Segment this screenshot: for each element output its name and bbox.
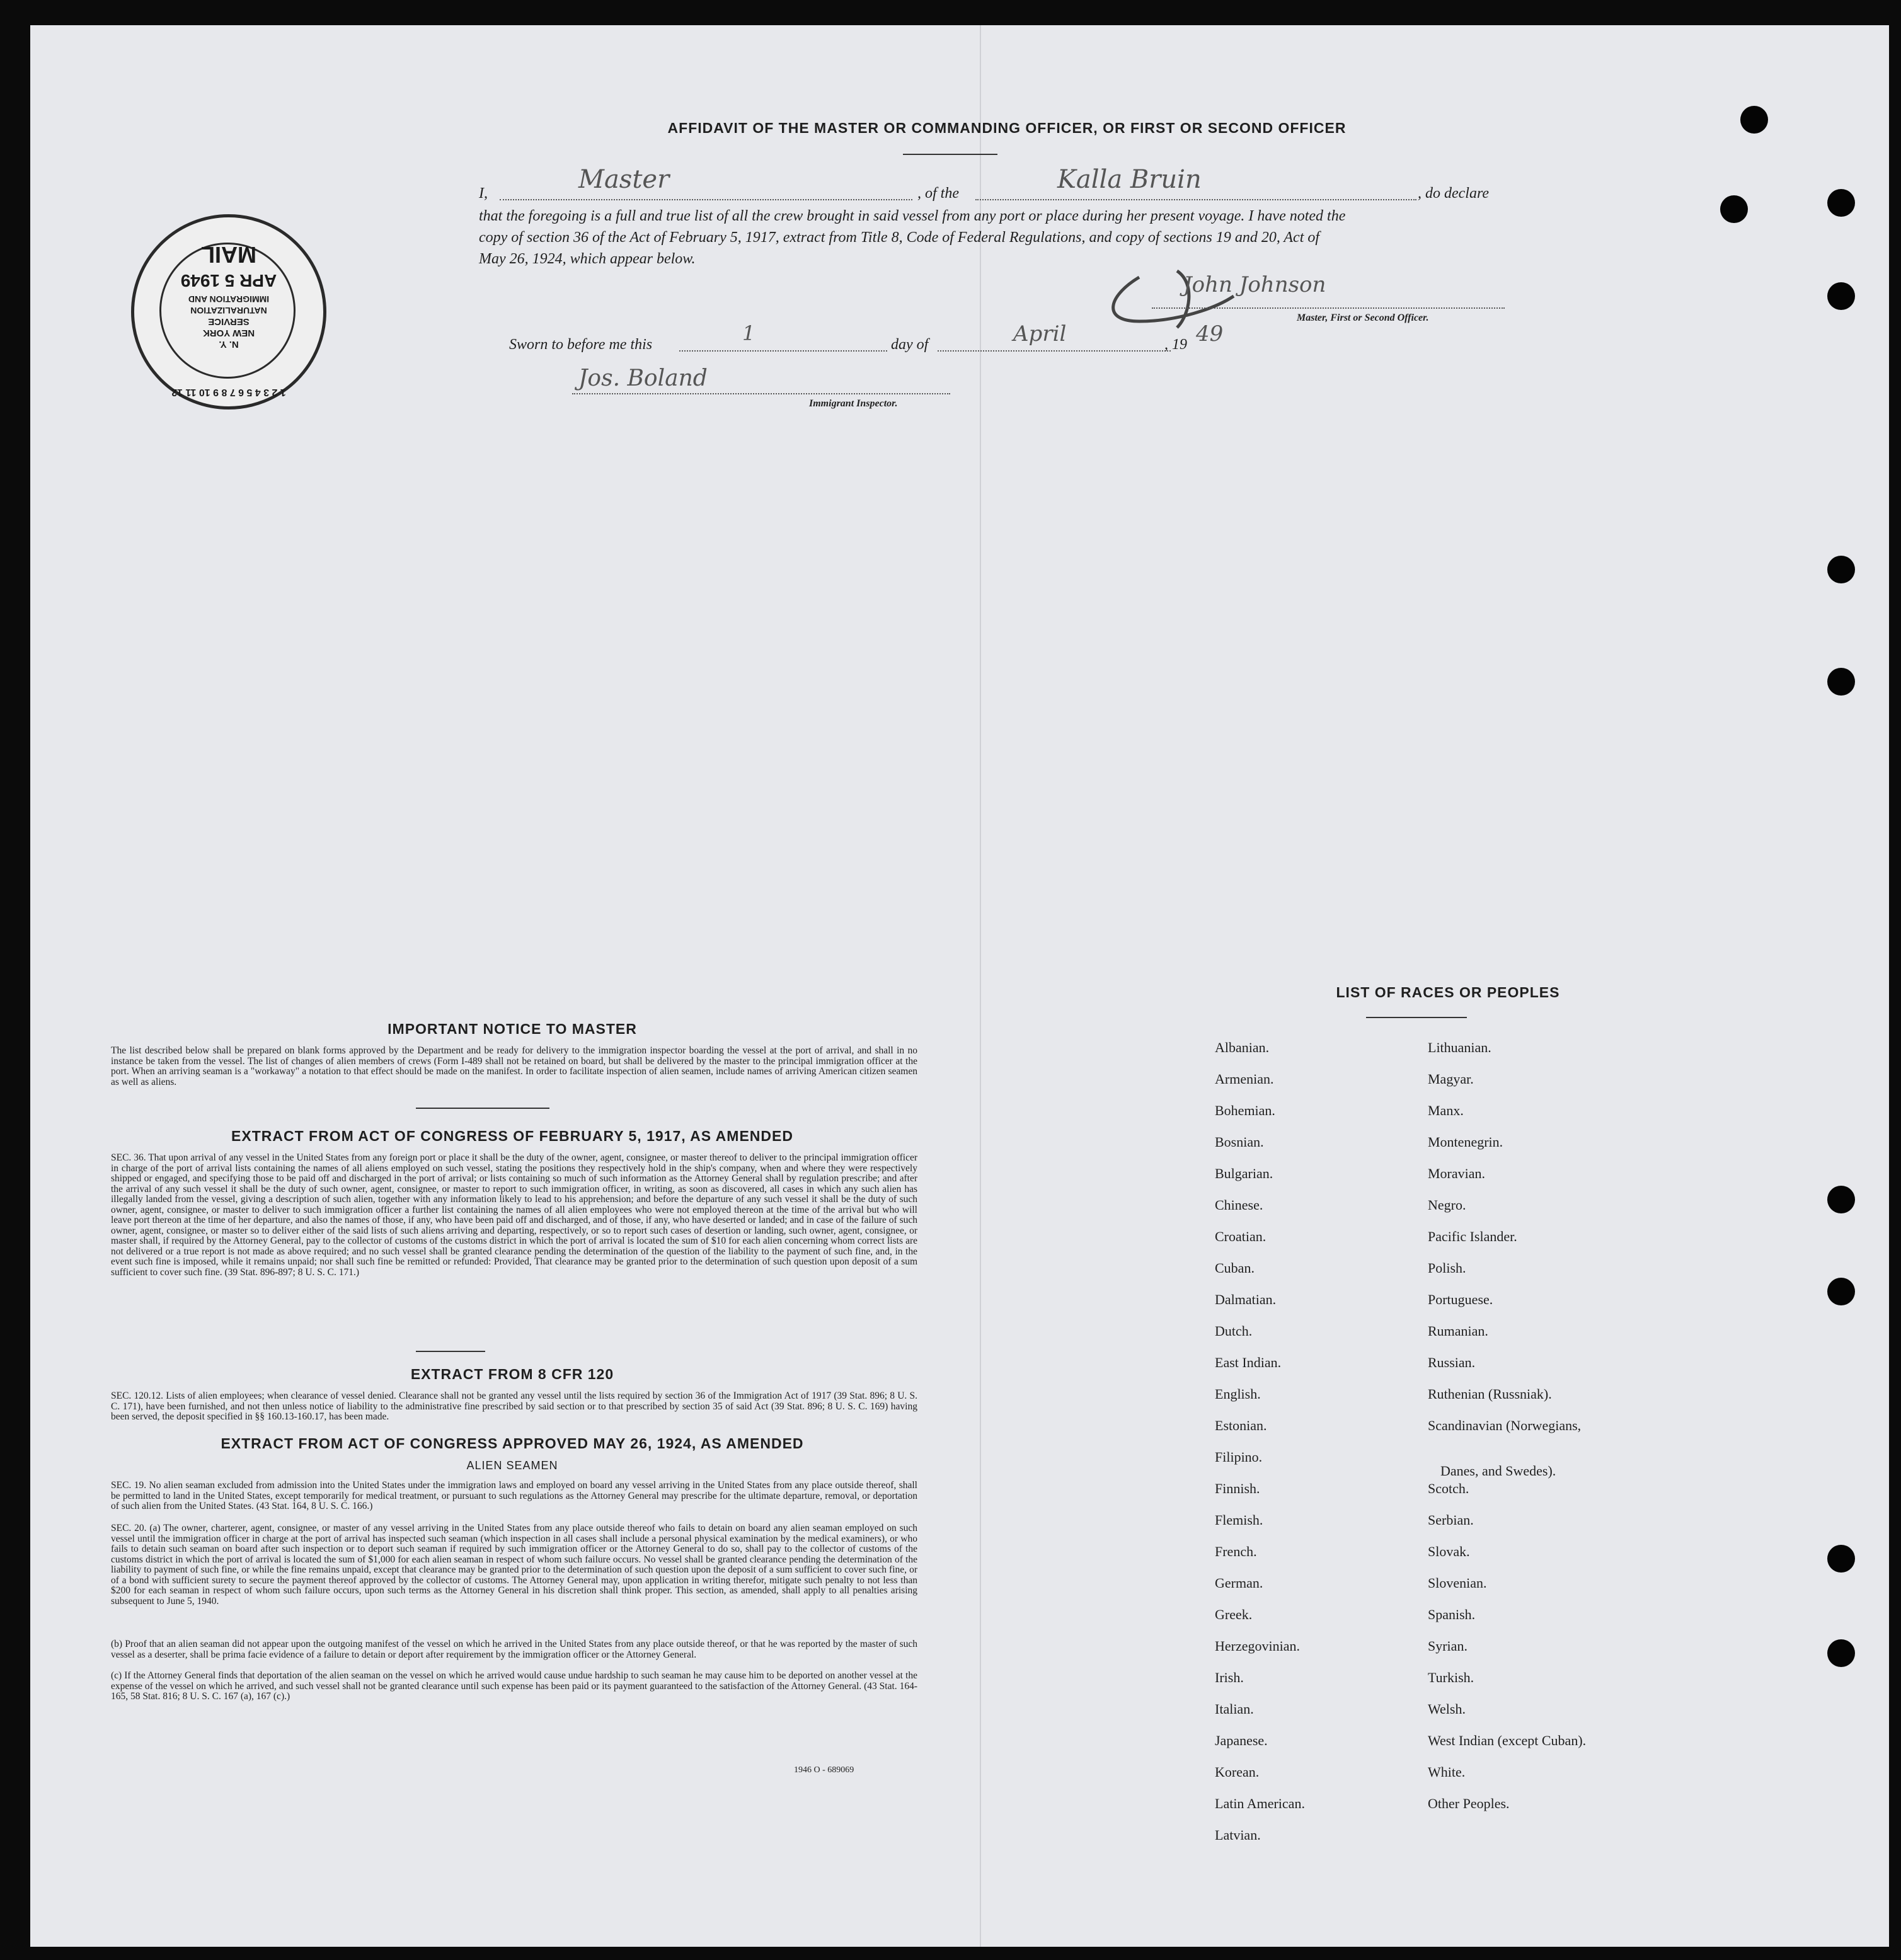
punch-hole [1740,106,1768,134]
race-item: Magyar. [1428,1071,1474,1087]
do-declare-label: , do declare [1418,185,1490,202]
master-signature: John Johnson [1183,272,1326,297]
name-dotline [500,199,912,200]
extract-1924-sec20c: (c) If the Attorney General finds that deportation of the alien seaman on the vessel on which he arrived would cause undue hardship to such seaman he may cause him to be deported on another vessel at the expense of the vessel on which he arrived, and such vessel shall not be granted clearance until such expense has been paid or its payment guaranteed to the satisfaction of the Attorney General. (43 Stat. 164-165, 58 Stat. 816; 8 U. S. C. 167 (a), 167 (c).) [111,1670,917,1702]
vessel-handwriting: Kalla Bruin [1057,165,1202,194]
affidavit-line-4: May 26, 1924, which appear below. [479,251,696,267]
extract-1924-sec20b: (b) Proof that an alien seaman did not appear upon the outgoing manifest of the vessel on which he arrived in the United States from any place outside thereof, or that he was reported by the master of such vessel as a deserter, shall be prima facie evidence of a failure to detain or deport after requirement by the immigration officer or the Attorney General. [111,1639,917,1660]
race-item: Cuban. [1215,1260,1255,1276]
punch-hole [1827,1278,1855,1305]
race-item: Korean. [1215,1764,1260,1780]
races-title: LIST OF RACES OR PEOPLES [1336,984,1560,1000]
stamp-line-7: N. Y. [219,339,239,350]
race-item: Latin American. [1215,1796,1305,1811]
extract-1917-title: EXTRACT FROM ACT OF CONGRESS OF FEBRUARY 5, 1917, AS AMENDED [231,1128,793,1144]
punch-hole [1827,1545,1855,1573]
affidavit-line-2: that the foregoing is a full and true list of all the crew brought in said vessel from any port or place during her present voyage. I have noted the [479,208,1346,224]
punch-hole [1827,1186,1855,1213]
race-item: Croatian. [1215,1229,1266,1244]
sworn-label: Sworn to before me this [509,336,653,353]
race-item: Greek. [1215,1607,1253,1622]
race-item: Dalmatian. [1215,1292,1277,1307]
stamp-line-4: NATURALIZATION [190,306,267,316]
race-item: Lithuanian. [1428,1040,1491,1055]
punch-hole [1827,556,1855,583]
race-item: White. [1428,1764,1466,1780]
divider [416,1351,485,1352]
punch-hole [1827,189,1855,217]
affidavit-title: AFFIDAVIT OF THE MASTER OR COMMANDING OFFICER, OR FIRST OR SECOND OFFICER [667,120,1347,136]
notice-body: The list described below shall be prepared on blank forms approved by the Department and be ready for delivery to the immigration inspector boarding the vessel at the port of arrival, and shall in no instance be taken from the vessel. The list of changes of alien members of crews (Form I-489 shall not be retained on board, but shall be delivered by the master to the principal immigration officer at the port. When an arriving seaman is a "workaway" a notation to that effect should be made on the manifest. In order to facilitate inspection of alien seamen, include names of arriving American citizen seamen as well as aliens. [111,1045,917,1087]
punch-hole [1720,195,1748,223]
stamp-line-6: NEW YORK [202,328,255,338]
race-item: Bohemian. [1215,1103,1275,1118]
race-item: Scandinavian (Norwegians, [1428,1418,1582,1433]
year-prefix: , 19 [1164,336,1187,353]
race-item: Slovenian. [1428,1575,1487,1591]
race-item: Irish. [1215,1670,1244,1685]
race-item: Albanian. [1215,1040,1270,1055]
race-item: Other Peoples. [1428,1796,1510,1811]
stamp-line-3: IMMIGRATION AND [188,294,270,304]
month-dotline [938,350,1171,352]
race-item: Armenian. [1215,1071,1274,1087]
race-item: Montenegrin. [1428,1134,1503,1150]
affidavit-i: I, [479,185,488,202]
divider [416,1108,549,1109]
stamp-line-5: SERVICE [208,316,250,327]
race-item: Filipino. [1215,1449,1263,1465]
affidavit-line-3: copy of section 36 of the Act of February 5, 1917, extract from Title 8, Code of Federal Regulations, and copy of sections 19 and 20, Act of [479,229,1320,246]
stamp-text [134,217,323,406]
race-item: French. [1215,1544,1257,1559]
print-code: 1946 O - 689069 [794,1765,854,1775]
race-item: German. [1215,1575,1263,1591]
race-item: Negro. [1428,1197,1466,1213]
race-item: Turkish. [1428,1670,1474,1685]
race-item: Manx. [1428,1103,1464,1118]
sworn-day: 1 [742,321,755,345]
race-item: Pacific Islander. [1428,1229,1517,1244]
sworn-year: 49 [1196,321,1224,347]
immigration-mail-stamp [131,214,326,410]
race-item: Rumanian. [1428,1323,1488,1339]
punch-hole [1827,1639,1855,1667]
extract-cfr-body: SEC. 120.12. Lists of alien employees; when clearance of vessel denied. Clearance shall not be granted any vessel until the lists required by section 36 of the Immigration Act of 1917 (39 Stat. 896; 8 U. S. C. 171), have been furnished, and not then unless notice of liability to the administrative fine prescribed by said section or to that prescribed by section 35 of said Act (39 Stat. 896; 8 U. S. C. 169) having been served, the deposit specified in §§ 160.13-160.17, has been made. [111,1390,917,1422]
extract-1917-body: SEC. 36. That upon arrival of any vessel in the United States from any foreign port or place it shall be the duty of the owner, agent, consignee, or master thereof to deliver to the principal immigration officer in charge of the port of arrival lists containing the names of all aliens employed on such vessel, stating the positions they respectively hold in the ship's company, when and where they were respectively shipped or engaged, and specifying those to be paid off and discharged in the port of arrival; or lists containing so much of such information as the Attorney General shall by regulation prescribe; and after the arrival of any such vessel it shall be the duty of such owner, agent, consignee, or master to report to such immigration officer, in writing, as soon as discovered, all cases in which any such alien has illegally landed from the vessel, giving a description of such alien, together with any information likely to lead to his apprehension; and before the departure of any such vessel it shall be the duty of such owner, agent, consignee, or master to deliver to such immigration officer a further list containing the names of all alien employees who were not employed thereon at the time of the arrival but who will leave port thereon at the time of her departure, and also the names of those, if any, who have been paid off and discharged, and of those, if any, who have deserted or landed; and in case of the failure of such owner, agent, consignee, or master so to deliver either of the said lists of such aliens arriving and departing, respectively, or so to report such cases of desertion or landing, such owner, agent, consignee, or master shall, if required by the Attorney General, pay to the collector of customs of the customs district in which the port of arrival is located the sum of $10 for each alien concerning whom correct lists are not delivered or a true report is not made as above required; and no such vessel shall be granted clearance pending the determination of the question of the liability to the payment of such fine, and, in the event such fine is imposed, while it remains unpaid; nor shall such fine be remitted or refunded: Provided, That clearance may be granted prior to the determination of such question upon deposit of a sum sufficient to cover such fine. (39 Stat. 896-897; 8 U. S. C. 171.) [111,1152,917,1278]
master-handwriting: Master [578,165,670,194]
inspector-signature: Jos. Boland [578,365,708,391]
race-item: Portuguese. [1428,1292,1493,1307]
race-item: Serbian. [1428,1512,1474,1528]
title-divider [903,154,997,155]
punch-hole [1827,282,1855,310]
race-item: Estonian. [1215,1418,1267,1433]
race-item: Finnish. [1215,1481,1260,1496]
race-item: Bulgarian. [1215,1166,1273,1181]
race-item: Danes, and Swedes). [1440,1463,1556,1479]
race-item: Dutch. [1215,1323,1253,1339]
extract-1924-subtitle: ALIEN SEAMEN [466,1459,558,1472]
race-item: Polish. [1428,1260,1466,1276]
extract-1924-sec20a: SEC. 20. (a) The owner, charterer, agent, consignee, or master of any vessel arriving in the United States from any place outside thereof who fails to detain on board any alien seaman employed on such vessel until the immigration officer in charge at the port of arrival has inspected such seaman (which inspection in all cases shall include a personal physical examination by the medical examiners), or who fails to detain such seaman on board after such inspection or to deport such seaman if required by such immigration officer or the Attorney General to do so, shall pay to the collector of customs of the customs district in which the port of arrival is located the sum of $1,000 for each alien seaman in respect of whom such failure occurs. No vessel shall be granted clearance pending the determination of the liability to payment of such fine, or while the fine remains unpaid, except that clearance may be granted prior to the determination of such question upon the deposit of a sum sufficient to cover such fine, or of a bond with sufficient surety to secure the payment thereof approved by the collector of customs. The Attorney General may, upon application in writing therefor, mitigate such penalty to not less than $200 for each seaman in respect of whom such failure occurs, upon such terms as the Attorney General in his discretion shall think proper. This section, as amended, shall apply to all penalties arising subsequent to June 5, 1940. [111,1523,917,1607]
race-item: Flemish. [1215,1512,1263,1528]
race-item: Italian. [1215,1701,1254,1717]
race-item: Japanese. [1215,1733,1268,1748]
day-of-label: day of [891,336,929,353]
race-item: Syrian. [1428,1638,1467,1654]
race-item: West Indian (except Cuban). [1428,1733,1587,1748]
page-fold [980,25,981,1947]
race-item: Bosnian. [1215,1134,1264,1150]
race-item: Herzegovinian. [1215,1638,1300,1654]
race-item: East Indian. [1215,1355,1282,1370]
race-item: Ruthenian (Russniak). [1428,1386,1552,1402]
race-item: Welsh. [1428,1701,1466,1717]
race-item: Chinese. [1215,1197,1263,1213]
stamp-date: APR 5 1949 [180,271,277,290]
race-item: Spanish. [1428,1607,1476,1622]
extract-1924-title: EXTRACT FROM ACT OF CONGRESS APPROVED MAY 26, 1924, AS AMENDED [221,1435,804,1452]
race-item: Latvian. [1215,1827,1261,1843]
races-divider [1366,1017,1467,1018]
race-item: Scotch. [1428,1481,1469,1496]
race-item: Moravian. [1428,1166,1486,1181]
of-the-label: , of the [917,185,959,202]
extract-cfr-title: EXTRACT FROM 8 CFR 120 [410,1366,614,1382]
sworn-month: April [1013,321,1067,347]
stamp-ring-numbers: 1 2 3 4 5 6 7 8 9 10 11 12 [171,387,286,398]
stamp-mail: MAIL [201,242,256,268]
signature-dotline [1152,307,1505,309]
signature-caption: Master, First or Second Officer. [1297,312,1429,323]
vessel-dotline [975,199,1416,200]
day-dotline [679,350,887,352]
race-item: Slovak. [1428,1544,1470,1559]
document-sheet [30,25,1889,1947]
notice-title: IMPORTANT NOTICE TO MASTER [388,1021,637,1037]
race-item: Russian. [1428,1355,1476,1370]
inspector-caption: Immigrant Inspector. [809,398,898,409]
inspector-dotline [572,393,950,394]
punch-hole [1827,668,1855,696]
race-item: English. [1215,1386,1261,1402]
extract-1924-sec19: SEC. 19. No alien seaman excluded from admission into the United States under the immigration laws and employed on board any vessel arriving in the United States from any place outside thereof, shall be permitted to land in the United States, except temporarily for medical treatment, or pursuant to such regulations as the Attorney General may prescribe for the ultimate departure, removal, or deportation of such alien from the United States. (43 Stat. 164, 8 U. S. C. 166.) [111,1480,917,1511]
